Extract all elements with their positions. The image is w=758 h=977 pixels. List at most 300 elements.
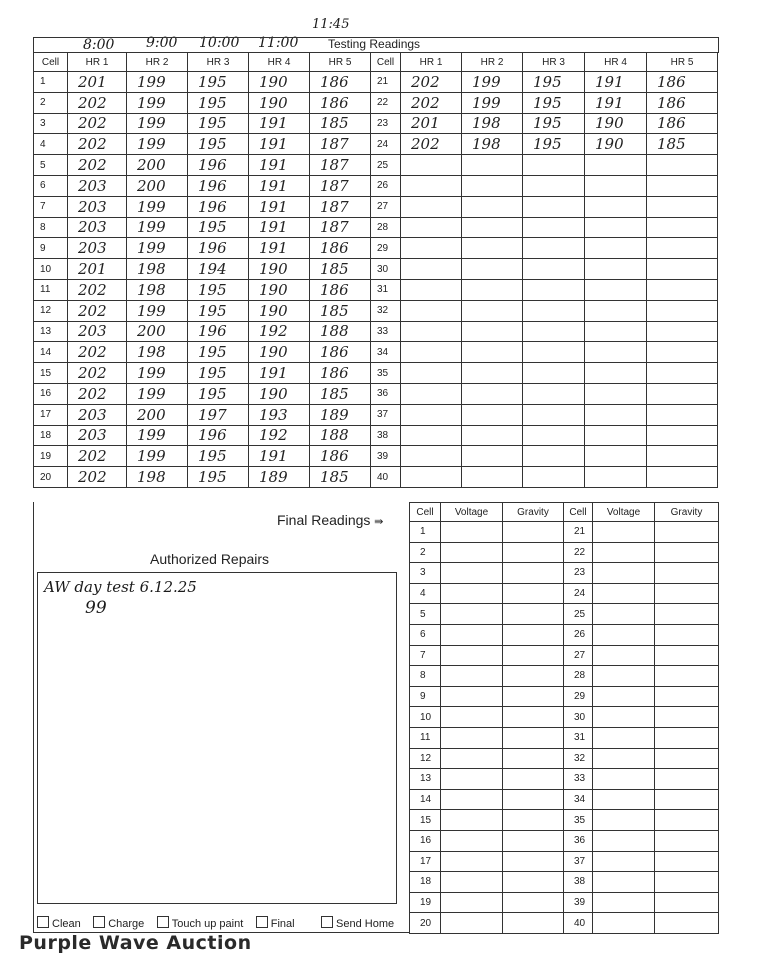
final-voltage-field[interactable]: [441, 624, 503, 645]
reading-hr4[interactable]: [585, 175, 647, 196]
final-voltage-field[interactable]: [593, 707, 655, 728]
reading-hr2[interactable]: 199: [462, 92, 523, 113]
reading-hr3[interactable]: [523, 404, 585, 425]
final-voltage-field[interactable]: [441, 872, 503, 893]
reading-hr5[interactable]: 186: [310, 342, 371, 363]
final-voltage-field[interactable]: [593, 583, 655, 604]
cell-number: 28: [371, 217, 401, 238]
reading-hr5[interactable]: [647, 446, 718, 467]
checkbox-icon[interactable]: [321, 916, 333, 928]
reading-hr2[interactable]: 198: [127, 259, 188, 280]
reading-hr5[interactable]: 186: [310, 279, 371, 300]
final-cell-number: 37: [564, 851, 593, 872]
reading-hr5[interactable]: 185: [310, 259, 371, 280]
reading-hr2[interactable]: [462, 196, 523, 217]
reading-hr5[interactable]: [647, 321, 718, 342]
reading-hr4[interactable]: [585, 279, 647, 300]
reading-hr3[interactable]: 196: [188, 238, 249, 259]
reading-hr2[interactable]: 199: [127, 92, 188, 113]
final-voltage-field[interactable]: [441, 645, 503, 666]
reading-hr2[interactable]: [462, 404, 523, 425]
reading-hr1[interactable]: 203: [68, 404, 127, 425]
final-gravity-field[interactable]: [655, 604, 719, 625]
final-voltage-field[interactable]: [441, 583, 503, 604]
cell-number: 32: [371, 300, 401, 321]
final-gravity-field[interactable]: [655, 542, 719, 563]
reading-hr2[interactable]: [462, 321, 523, 342]
reading-hr4[interactable]: [585, 155, 647, 176]
reading-hr5[interactable]: 185: [310, 300, 371, 321]
reading-hr3[interactable]: [523, 383, 585, 404]
reading-hr3[interactable]: [523, 321, 585, 342]
final-voltage-field[interactable]: [593, 789, 655, 810]
reading-hr3[interactable]: 196: [188, 175, 249, 196]
reading-hr5[interactable]: [647, 300, 718, 321]
reading-hr2[interactable]: [462, 155, 523, 176]
reading-hr4[interactable]: 191: [249, 155, 310, 176]
reading-hr3[interactable]: 195: [188, 113, 249, 134]
reading-hr1[interactable]: 203: [68, 238, 127, 259]
reading-hr4[interactable]: 192: [249, 425, 310, 446]
final-gravity-field[interactable]: [655, 892, 719, 913]
reading-hr4[interactable]: [585, 300, 647, 321]
reading-hr1[interactable]: 203: [68, 175, 127, 196]
reading-hr5[interactable]: 186: [310, 446, 371, 467]
reading-hr5[interactable]: 187: [310, 217, 371, 238]
reading-hr2[interactable]: 199: [127, 72, 188, 93]
final-voltage-field[interactable]: [593, 727, 655, 748]
final-voltage-field[interactable]: [593, 666, 655, 687]
reading-hr4[interactable]: 191: [249, 363, 310, 384]
final-gravity-field[interactable]: [655, 624, 719, 645]
reading-hr1[interactable]: 202: [68, 113, 127, 134]
final-gravity-field[interactable]: [503, 583, 564, 604]
final-table-row: [410, 769, 719, 790]
final-gravity-field[interactable]: [503, 789, 564, 810]
reading-hr3[interactable]: 195: [523, 72, 585, 93]
reading-hr2[interactable]: 198: [127, 467, 188, 488]
reading-hr4[interactable]: [585, 321, 647, 342]
final-voltage-field[interactable]: [593, 769, 655, 790]
reading-hr2[interactable]: [462, 446, 523, 467]
reading-hr2[interactable]: [462, 175, 523, 196]
reading-hr5[interactable]: [647, 363, 718, 384]
reading-hr4[interactable]: [585, 342, 647, 363]
reading-hr5[interactable]: [647, 404, 718, 425]
checkbox-icon[interactable]: [93, 916, 105, 928]
final-voltage-field[interactable]: [441, 769, 503, 790]
final-gravity-field[interactable]: [503, 604, 564, 625]
repairs-box[interactable]: [37, 572, 397, 904]
final-gravity-field[interactable]: [655, 830, 719, 851]
reading-hr5[interactable]: 186: [647, 72, 718, 93]
reading-hr3[interactable]: [523, 238, 585, 259]
reading-hr1[interactable]: 202: [68, 279, 127, 300]
reading-hr2[interactable]: 199: [127, 196, 188, 217]
reading-hr2[interactable]: [462, 342, 523, 363]
reading-hr2[interactable]: 200: [127, 321, 188, 342]
check-touchup[interactable]: [157, 918, 244, 930]
reading-hr4[interactable]: [585, 259, 647, 280]
reading-hr1[interactable]: 203: [68, 321, 127, 342]
reading-hr3[interactable]: 196: [188, 321, 249, 342]
reading-hr5[interactable]: [647, 217, 718, 238]
check-final[interactable]: [256, 918, 295, 930]
reading-hr4[interactable]: [585, 383, 647, 404]
reading-hr4[interactable]: 190: [249, 342, 310, 363]
final-voltage-field[interactable]: [593, 604, 655, 625]
reading-hr5[interactable]: 188: [310, 425, 371, 446]
final-gravity-field[interactable]: [503, 666, 564, 687]
reading-hr2[interactable]: 199: [127, 383, 188, 404]
cell-number: 12: [34, 300, 68, 321]
reading-hr2[interactable]: 199: [127, 446, 188, 467]
final-gravity-field[interactable]: [503, 892, 564, 913]
reading-hr2[interactable]: 200: [127, 175, 188, 196]
reading-hr4[interactable]: 190: [249, 259, 310, 280]
reading-hr5[interactable]: 186: [647, 113, 718, 134]
reading-hr3[interactable]: 195: [188, 342, 249, 363]
final-gravity-field[interactable]: [503, 830, 564, 851]
reading-hr4[interactable]: 191: [249, 196, 310, 217]
reading-hr1[interactable]: [401, 238, 462, 259]
checkbox-icon[interactable]: [37, 916, 49, 928]
final-gravity-field[interactable]: [655, 810, 719, 831]
reading-hr1[interactable]: [401, 425, 462, 446]
reading-hr5[interactable]: [647, 467, 718, 488]
reading-hr2[interactable]: 199: [127, 134, 188, 155]
reading-hr5[interactable]: [647, 279, 718, 300]
reading-hr3[interactable]: [523, 217, 585, 238]
final-gravity-field[interactable]: [503, 542, 564, 563]
reading-hr4[interactable]: 189: [249, 467, 310, 488]
final-gravity-field[interactable]: [503, 727, 564, 748]
reading-hr2[interactable]: [462, 363, 523, 384]
reading-hr2[interactable]: [462, 383, 523, 404]
reading-hr2[interactable]: 198: [462, 113, 523, 134]
reading-hr1[interactable]: [401, 404, 462, 425]
final-gravity-field[interactable]: [503, 522, 564, 543]
cell-number: 13: [34, 321, 68, 342]
reading-hr2[interactable]: 198: [127, 279, 188, 300]
reading-hr2[interactable]: 199: [127, 217, 188, 238]
reading-hr2[interactable]: [462, 217, 523, 238]
reading-hr5[interactable]: 186: [647, 92, 718, 113]
reading-hr5[interactable]: [647, 425, 718, 446]
reading-hr5[interactable]: 186: [310, 363, 371, 384]
reading-hr4[interactable]: [585, 363, 647, 384]
final-gravity-field[interactable]: [503, 913, 564, 934]
reading-hr1[interactable]: 201: [68, 72, 127, 93]
reading-hr3[interactable]: [523, 342, 585, 363]
reading-hr1[interactable]: 202: [68, 134, 127, 155]
reading-hr1[interactable]: 202: [68, 155, 127, 176]
reading-hr2[interactable]: [462, 425, 523, 446]
reading-hr4[interactable]: 192: [249, 321, 310, 342]
reading-hr2[interactable]: 199: [462, 72, 523, 93]
reading-hr1[interactable]: 202: [68, 446, 127, 467]
reading-hr1[interactable]: 201: [68, 259, 127, 280]
reading-hr5[interactable]: 187: [310, 155, 371, 176]
final-gravity-field[interactable]: [655, 563, 719, 584]
reading-hr4[interactable]: [585, 404, 647, 425]
reading-hr4[interactable]: 190: [585, 113, 647, 134]
reading-hr4[interactable]: [585, 446, 647, 467]
header-hr2-right: HR 2: [462, 53, 523, 72]
reading-hr5[interactable]: 186: [310, 72, 371, 93]
reading-hr4[interactable]: 190: [249, 279, 310, 300]
final-voltage-field[interactable]: [441, 604, 503, 625]
final-gravity-field[interactable]: [655, 707, 719, 728]
reading-hr5[interactable]: 187: [310, 175, 371, 196]
checkbox-icon[interactable]: [157, 916, 169, 928]
reading-hr3[interactable]: [523, 196, 585, 217]
reading-hr5[interactable]: 186: [310, 238, 371, 259]
cell-number: 29: [371, 238, 401, 259]
reading-hr3[interactable]: [523, 300, 585, 321]
reading-hr1[interactable]: [401, 446, 462, 467]
reading-hr2[interactable]: [462, 300, 523, 321]
final-voltage-field[interactable]: [441, 542, 503, 563]
final-voltage-field[interactable]: [593, 830, 655, 851]
final-voltage-field[interactable]: [441, 727, 503, 748]
reading-hr3[interactable]: 195: [188, 446, 249, 467]
reading-hr3[interactable]: 195: [523, 92, 585, 113]
reading-hr2[interactable]: 200: [127, 155, 188, 176]
reading-hr1[interactable]: 202: [401, 72, 462, 93]
final-voltage-field[interactable]: [593, 624, 655, 645]
reading-hr3[interactable]: 194: [188, 259, 249, 280]
reading-hr5[interactable]: 185: [647, 134, 718, 155]
final-voltage-field[interactable]: [441, 563, 503, 584]
reading-hr2[interactable]: [462, 259, 523, 280]
reading-hr4[interactable]: 191: [249, 238, 310, 259]
final-voltage-field[interactable]: [593, 563, 655, 584]
reading-hr1[interactable]: [401, 196, 462, 217]
reading-hr1[interactable]: 202: [401, 134, 462, 155]
reading-hr2[interactable]: 198: [127, 342, 188, 363]
reading-hr3[interactable]: 195: [188, 467, 249, 488]
final-voltage-field[interactable]: [441, 789, 503, 810]
reading-hr4[interactable]: [585, 425, 647, 446]
reading-hr1[interactable]: 203: [68, 425, 127, 446]
final-voltage-field[interactable]: [441, 851, 503, 872]
reading-hr4[interactable]: [585, 467, 647, 488]
reading-hr4[interactable]: 191: [249, 113, 310, 134]
final-gravity-field[interactable]: [655, 583, 719, 604]
reading-hr3[interactable]: 195: [523, 134, 585, 155]
reading-hr2[interactable]: 199: [127, 300, 188, 321]
final-voltage-field[interactable]: [593, 542, 655, 563]
reading-hr3[interactable]: [523, 446, 585, 467]
final-gravity-field[interactable]: [503, 748, 564, 769]
reading-hr5[interactable]: 186: [310, 92, 371, 113]
reading-hr3[interactable]: [523, 425, 585, 446]
final-cell-number: 23: [564, 563, 593, 584]
final-gravity-field[interactable]: [655, 686, 719, 707]
final-voltage-field[interactable]: [593, 645, 655, 666]
reading-hr5[interactable]: 185: [310, 113, 371, 134]
reading-hr1[interactable]: 202: [68, 383, 127, 404]
reading-hr5[interactable]: [647, 383, 718, 404]
checkbox-icon[interactable]: [256, 916, 268, 928]
reading-hr3[interactable]: 195: [188, 92, 249, 113]
reading-hr1[interactable]: 202: [68, 363, 127, 384]
final-gravity-field[interactable]: [655, 522, 719, 543]
reading-hr5[interactable]: [647, 196, 718, 217]
reading-hr5[interactable]: [647, 155, 718, 176]
reading-hr3[interactable]: 195: [188, 383, 249, 404]
reading-hr1[interactable]: 202: [68, 300, 127, 321]
reading-hr1[interactable]: [401, 175, 462, 196]
final-gravity-field[interactable]: [503, 645, 564, 666]
reading-hr3[interactable]: [523, 467, 585, 488]
reading-hr1[interactable]: [401, 383, 462, 404]
final-gravity-field[interactable]: [655, 748, 719, 769]
final-gravity-field[interactable]: [655, 666, 719, 687]
reading-hr4[interactable]: 191: [585, 72, 647, 93]
reading-hr1[interactable]: 202: [68, 342, 127, 363]
reading-hr1[interactable]: 202: [68, 92, 127, 113]
reading-hr2[interactable]: 198: [462, 134, 523, 155]
reading-hr3[interactable]: 195: [188, 279, 249, 300]
reading-hr3[interactable]: 195: [188, 363, 249, 384]
final-voltage-field[interactable]: [441, 748, 503, 769]
reading-hr3[interactable]: 197: [188, 404, 249, 425]
check-charge[interactable]: [93, 918, 144, 930]
reading-hr1[interactable]: [401, 300, 462, 321]
reading-hr4[interactable]: 190: [249, 72, 310, 93]
final-gravity-field[interactable]: [655, 851, 719, 872]
reading-hr3[interactable]: [523, 175, 585, 196]
final-voltage-field[interactable]: [593, 748, 655, 769]
final-gravity-field[interactable]: [503, 563, 564, 584]
reading-hr1[interactable]: [401, 467, 462, 488]
final-gravity-field[interactable]: [655, 769, 719, 790]
reading-hr5[interactable]: 187: [310, 196, 371, 217]
reading-hr3[interactable]: [523, 259, 585, 280]
reading-hr4[interactable]: 191: [249, 175, 310, 196]
final-gravity-field[interactable]: [655, 645, 719, 666]
final-voltage-field[interactable]: [593, 686, 655, 707]
reading-hr1[interactable]: [401, 279, 462, 300]
reading-hr1[interactable]: 201: [401, 113, 462, 134]
final-gravity-field[interactable]: [503, 686, 564, 707]
final-voltage-field[interactable]: [441, 892, 503, 913]
reading-hr5[interactable]: 185: [310, 467, 371, 488]
reading-hr4[interactable]: 190: [249, 92, 310, 113]
check-clean[interactable]: [37, 918, 81, 930]
final-voltage-field[interactable]: [593, 522, 655, 543]
final-gravity-field[interactable]: [503, 810, 564, 831]
reading-hr2[interactable]: 199: [127, 363, 188, 384]
reading-hr4[interactable]: 190: [249, 383, 310, 404]
final-voltage-field[interactable]: [593, 851, 655, 872]
final-voltage-field[interactable]: [593, 872, 655, 893]
reading-hr5[interactable]: [647, 259, 718, 280]
reading-hr1[interactable]: [401, 155, 462, 176]
reading-hr4[interactable]: 191: [249, 217, 310, 238]
final-voltage-field[interactable]: [593, 892, 655, 913]
final-voltage-field[interactable]: [441, 707, 503, 728]
reading-hr3[interactable]: [523, 279, 585, 300]
final-voltage-field[interactable]: [441, 810, 503, 831]
reading-hr3[interactable]: [523, 155, 585, 176]
reading-hr3[interactable]: 196: [188, 425, 249, 446]
reading-hr1[interactable]: 203: [68, 196, 127, 217]
reading-hr4[interactable]: 191: [249, 446, 310, 467]
reading-hr5[interactable]: [647, 238, 718, 259]
reading-hr2[interactable]: [462, 279, 523, 300]
final-gravity-field[interactable]: [503, 872, 564, 893]
final-gravity-field[interactable]: [655, 913, 719, 934]
final-gravity-field[interactable]: [503, 707, 564, 728]
check-send-home[interactable]: [321, 918, 394, 930]
reading-hr2[interactable]: [462, 238, 523, 259]
reading-hr3[interactable]: 195: [188, 72, 249, 93]
reading-hr5[interactable]: [647, 175, 718, 196]
reading-hr2[interactable]: 199: [127, 238, 188, 259]
reading-hr4[interactable]: 193: [249, 404, 310, 425]
reading-hr1[interactable]: 203: [68, 217, 127, 238]
final-voltage-field[interactable]: [593, 913, 655, 934]
final-voltage-field[interactable]: [441, 522, 503, 543]
reading-hr4[interactable]: 190: [585, 134, 647, 155]
reading-hr4[interactable]: 191: [585, 92, 647, 113]
reading-hr1[interactable]: [401, 259, 462, 280]
reading-hr1[interactable]: [401, 321, 462, 342]
reading-hr3[interactable]: 195: [188, 300, 249, 321]
reading-hr5[interactable]: [647, 342, 718, 363]
final-voltage-field[interactable]: [441, 830, 503, 851]
final-gravity-field[interactable]: [655, 789, 719, 810]
reading-hr4[interactable]: 190: [249, 300, 310, 321]
reading-hr4[interactable]: 191: [249, 134, 310, 155]
final-gravity-field[interactable]: [503, 769, 564, 790]
reading-hr2[interactable]: 199: [127, 113, 188, 134]
reading-hr5[interactable]: 189: [310, 404, 371, 425]
reading-hr4[interactable]: [585, 217, 647, 238]
reading-hr1[interactable]: [401, 342, 462, 363]
reading-hr1[interactable]: 202: [68, 467, 127, 488]
reading-hr2[interactable]: 199: [127, 425, 188, 446]
final-voltage-field[interactable]: [441, 913, 503, 934]
final-voltage-field[interactable]: [593, 810, 655, 831]
reading-hr3[interactable]: 195: [188, 134, 249, 155]
reading-hr3[interactable]: 195: [188, 217, 249, 238]
reading-hr1[interactable]: [401, 217, 462, 238]
final-voltage-field[interactable]: [441, 686, 503, 707]
reading-hr3[interactable]: 196: [188, 155, 249, 176]
reading-hr4[interactable]: [585, 238, 647, 259]
final-gravity-field[interactable]: [503, 624, 564, 645]
final-gravity-field[interactable]: [503, 851, 564, 872]
final-voltage-field[interactable]: [441, 666, 503, 687]
reading-hr3[interactable]: 196: [188, 196, 249, 217]
reading-hr2[interactable]: [462, 467, 523, 488]
reading-hr5[interactable]: 185: [310, 383, 371, 404]
final-gravity-field[interactable]: [655, 872, 719, 893]
reading-hr4[interactable]: [585, 196, 647, 217]
final-gravity-field[interactable]: [655, 727, 719, 748]
reading-hr1[interactable]: [401, 363, 462, 384]
reading-hr3[interactable]: [523, 363, 585, 384]
reading-hr1[interactable]: 202: [401, 92, 462, 113]
reading-hr3[interactable]: 195: [523, 113, 585, 134]
reading-hr5[interactable]: 187: [310, 134, 371, 155]
reading-hr5[interactable]: 188: [310, 321, 371, 342]
reading-hr2[interactable]: 200: [127, 404, 188, 425]
